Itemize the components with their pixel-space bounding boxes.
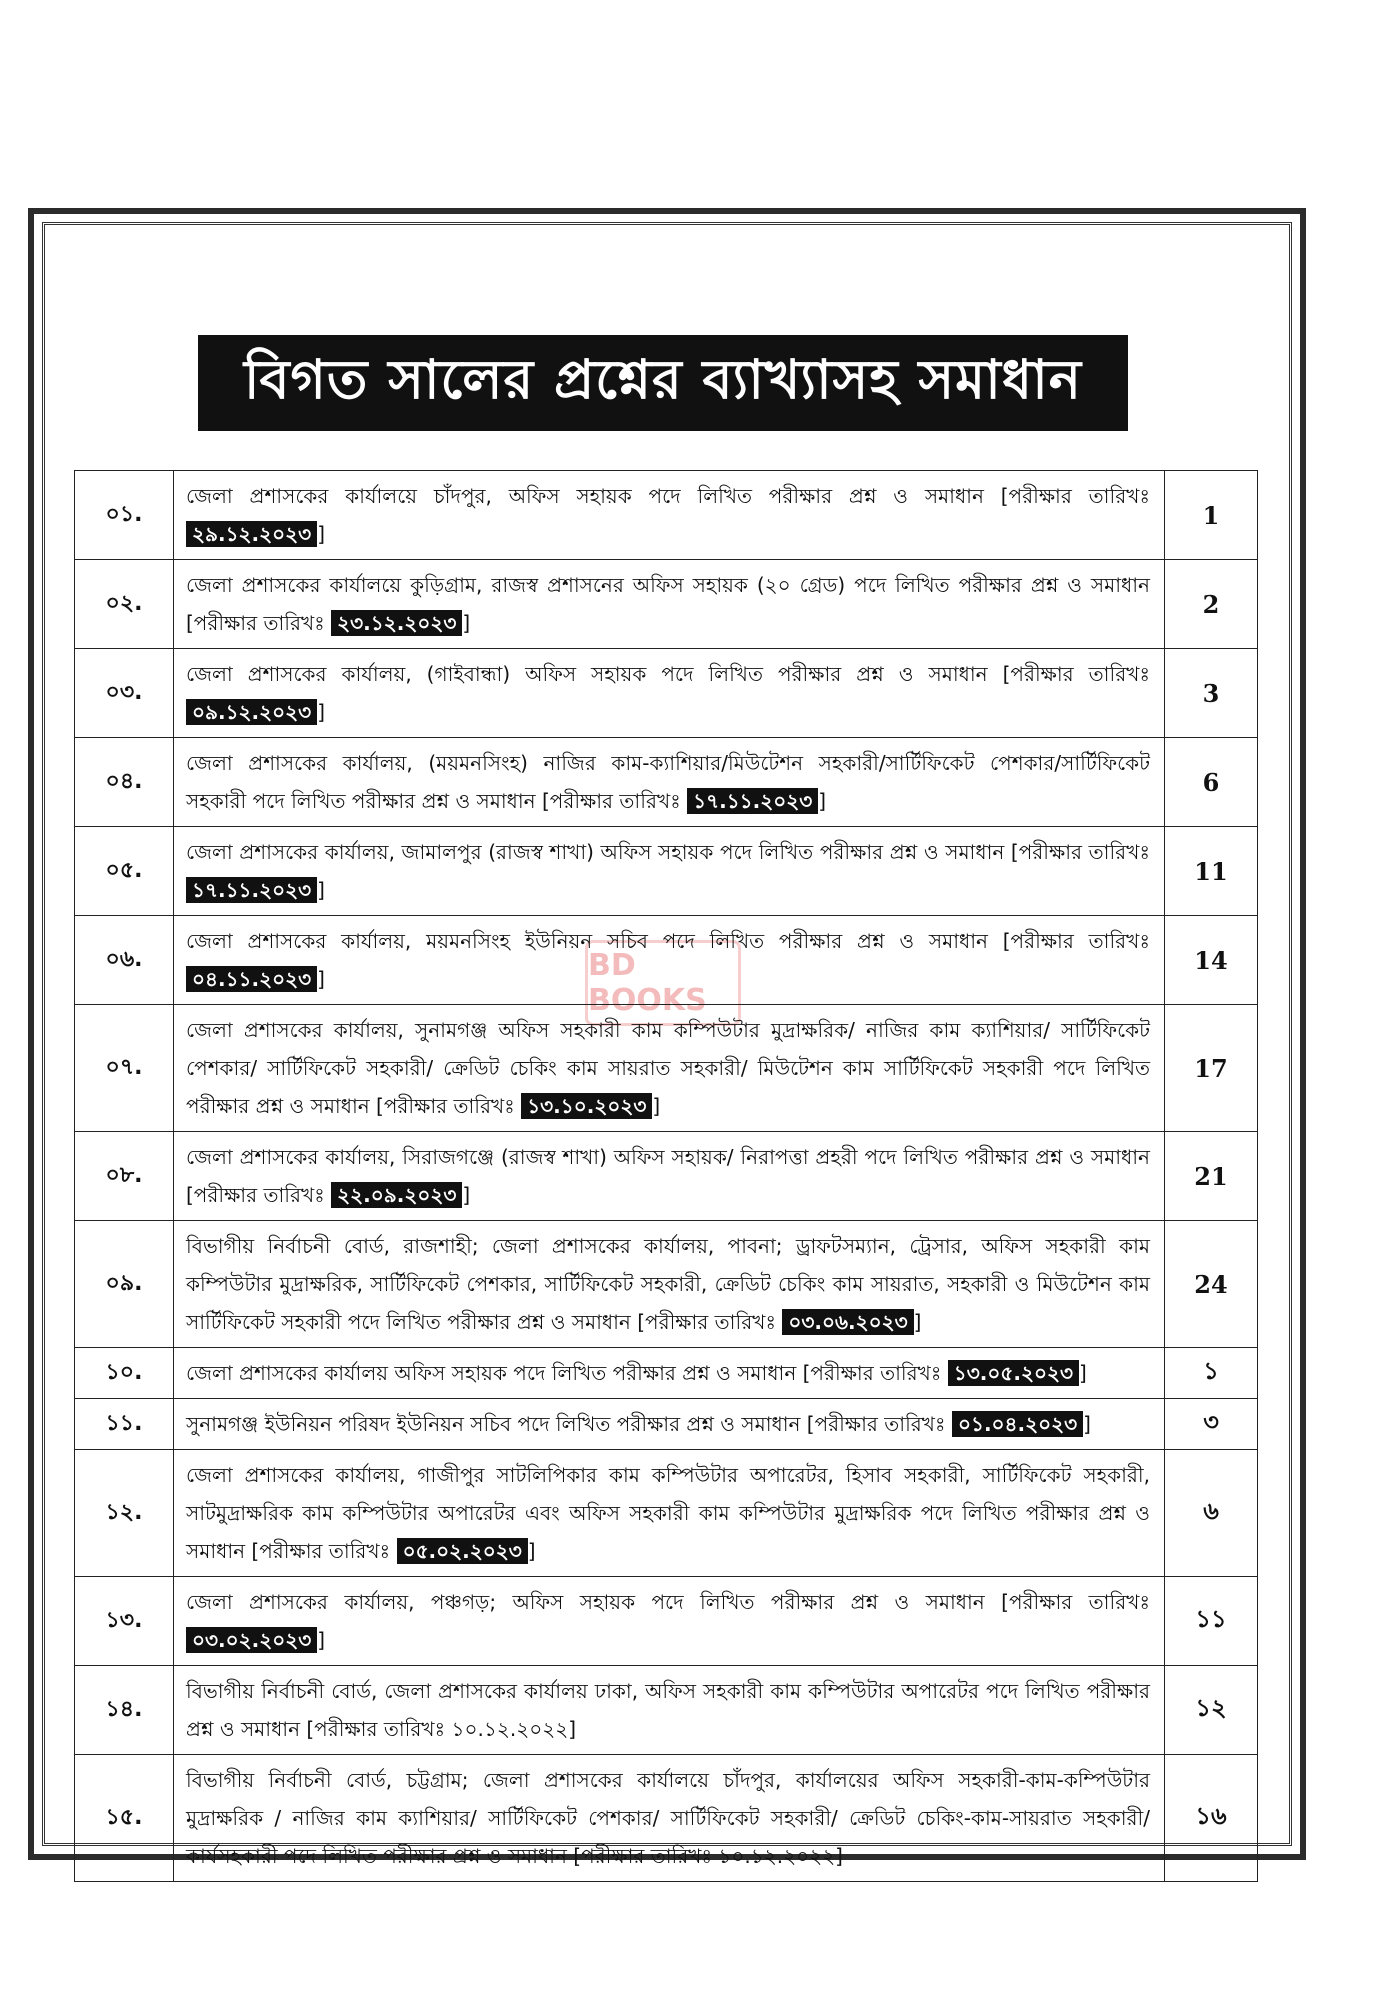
table-row xyxy=(75,1666,1258,1755)
page-number: 6 xyxy=(1165,738,1258,827)
page-number: 2 xyxy=(1165,560,1258,649)
serial-number: ০৫. xyxy=(75,827,174,916)
exam-date-highlight: ২৯.১২.২০২৩ xyxy=(186,521,317,547)
bracket-close: ] xyxy=(462,611,471,635)
table-row xyxy=(75,916,1258,1005)
description-text: সুনামগঞ্জ ইউনিয়ন পরিষদ ইউনিয়ন সচিব পদে লিখিত পরীক্ষার প্রশ্ন ও সমাধান [পরীক্ষার তারিখঃ xyxy=(186,1412,946,1436)
serial-number: ১৫. xyxy=(75,1755,174,1882)
description-text: জেলা প্রশাসকের কার্যালয়, সিরাজগঞ্জে (রাজস্ব শাখা) অফিস সহায়ক/ নিরাপত্তা প্রহরী পদে লিখিত পরীক্ষার প্রশ্ন ও সমাধান [পরীক্ষার তারিখঃ xyxy=(186,1145,1150,1207)
bracket-close: ] xyxy=(317,1628,326,1652)
exam-date-highlight: ০৯.১২.২০২৩ xyxy=(186,699,317,725)
exam-date-highlight: ১৩.০৫.২০২৩ xyxy=(948,1360,1079,1386)
bracket-close: ] xyxy=(317,522,325,546)
exam-date-highlight: ০৫.০২.২০২৩ xyxy=(397,1538,528,1564)
description-text: জেলা প্রশাসকের কার্যালয়, (গাইবান্ধা) অফিস সহায়ক পদে লিখিত পরীক্ষার প্রশ্ন ও সমাধান [পরীক্ষার তারিখঃ xyxy=(186,662,1150,686)
bracket-close: ] xyxy=(652,1094,661,1118)
table-row xyxy=(75,649,1258,738)
bracket-close: ] xyxy=(462,1183,471,1207)
bracket-close: ] xyxy=(568,1717,577,1741)
page-number: ৩ xyxy=(1165,1399,1258,1450)
bracket-close: ] xyxy=(1078,1361,1087,1385)
exam-date: ১০.১২.২০২২ xyxy=(451,1717,569,1741)
serial-number: ০১. xyxy=(75,471,174,560)
serial-number: ১৩. xyxy=(75,1577,174,1666)
table-row xyxy=(75,738,1258,827)
exam-description xyxy=(174,1005,1165,1132)
serial-number: ০২. xyxy=(75,560,174,649)
description-text: জেলা প্রশাসকের কার্যালয়ে কুড়িগ্রাম, রাজস্ব প্রশাসনের অফিস সহায়ক (২০ গ্রেড) পদে লিখিত পরীক্ষার প্রশ্ন ও সমাধান [পরীক্ষার তারিখঃ xyxy=(186,573,1150,635)
exam-description xyxy=(174,738,1165,827)
page-number: 3 xyxy=(1165,649,1258,738)
serial-number: ০৩. xyxy=(75,649,174,738)
description-text: জেলা প্রশাসকের কার্যালয়, সুনামগঞ্জ অফিস সহকারী কাম কম্পিউটার মুদ্রাক্ষরিক/ নাজির কাম ক্যাশিয়ার/ সার্টিফিকেট পেশকার/ সার্টিফিকেট সহকারী/ ক্রেডিট চেকিং কাম সায়রাত সহকারী/ মিউটেশন কাম সার্টিফিকেট সহকারী পদে লিখিত পরীক্ষার প্রশ্ন ও সমাধান [পরীক্ষার তারিখঃ xyxy=(186,1018,1150,1118)
description-text: জেলা প্রশাসকের কার্যালয়, জামালপুর (রাজস্ব শাখা) অফিস সহায়ক পদে লিখিত পরীক্ষার প্রশ্ন ও সমাধান [পরীক্ষার তারিখঃ xyxy=(186,840,1150,864)
page-number: 24 xyxy=(1165,1221,1258,1348)
table-row xyxy=(75,1755,1258,1882)
description-text: জেলা প্রশাসকের কার্যালয়ে চাঁদপুর, অফিস সহায়ক পদে লিখিত পরীক্ষার প্রশ্ন ও সমাধান [পরীক্ষার তারিখঃ xyxy=(186,484,1150,508)
bracket-close: ] xyxy=(835,1844,843,1868)
description-text: জেলা প্রশাসকের কার্যালয়, গাজীপুর সাটলিপিকার কাম কম্পিউটার অপারেটর, হিসাব সহকারী, সার্টিফিকেট সহকারী, সাটমুদ্রাক্ষরিক কাম কম্পিউটার অপারেটর এবং অফিস সহকারী কাম কম্পিউটার মুদ্রাক্ষরিক পদে লিখিত পরীক্ষার প্রশ্ন ও সমাধান [পরীক্ষার তারিখঃ xyxy=(186,1463,1150,1563)
table-row xyxy=(75,471,1258,560)
exam-description xyxy=(174,916,1165,1005)
exam-date-highlight: ২২.০৯.২০২৩ xyxy=(331,1182,462,1208)
exam-description xyxy=(174,471,1165,560)
description-text: জেলা প্রশাসকের কার্যালয়, (ময়মনসিংহ) নাজির কাম-ক্যাশিয়ার/মিউটেশন সহকারী/সার্টিফিকেট পেশকার/সার্টিফিকেট সহকারী পদে লিখিত পরীক্ষার প্রশ্ন ও সমাধান [পরীক্ষার তারিখঃ xyxy=(186,751,1150,813)
bracket-close: ] xyxy=(1083,1412,1091,1436)
serial-number: ১২. xyxy=(75,1450,174,1577)
page-number: 1 xyxy=(1165,471,1258,560)
watermark: BD BOOKS xyxy=(585,940,741,1026)
exam-description xyxy=(174,1755,1165,1882)
exam-description xyxy=(174,1132,1165,1221)
exam-date-highlight: ০১.০৪.২০২৩ xyxy=(952,1411,1083,1437)
description-text: জেলা প্রশাসকের কার্যালয়, পঞ্চগড়; অফিস সহায়ক পদে লিখিত পরীক্ষার প্রশ্ন ও সমাধান [পরীক্ষার তারিখঃ xyxy=(186,1590,1150,1614)
description-text: জেলা প্রশাসকের কার্যালয়, ময়মনসিংহ ইউনিয়ন সচিব পদে লিখিত পরীক্ষার প্রশ্ন ও সমাধান [পরীক্ষার তারিখঃ xyxy=(186,929,1150,953)
exam-date-highlight: ০৩.০২.২০২৩ xyxy=(186,1627,317,1653)
table-row xyxy=(75,827,1258,916)
contents-table xyxy=(74,470,1258,1882)
exam-date-highlight: ১৭.১১.২০২৩ xyxy=(186,877,317,903)
exam-date-highlight: ০৩.০৬.২০২৩ xyxy=(782,1309,913,1335)
description-text: বিভাগীয় নির্বাচনী বোর্ড, জেলা প্রশাসকের কার্যালয় ঢাকা, অফিস সহকারী কাম কম্পিউটার অপারেটর পদে লিখিত পরীক্ষার প্রশ্ন ও সমাধান [পরীক্ষার তারিখঃ xyxy=(186,1679,1150,1741)
table-row xyxy=(75,560,1258,649)
page-number: ১২ xyxy=(1165,1666,1258,1755)
exam-date-highlight: ১৭.১১.২০২৩ xyxy=(687,788,818,814)
exam-date: ১০.১২.২০২২ xyxy=(718,1844,836,1868)
serial-number: ০৮. xyxy=(75,1132,174,1221)
table-row xyxy=(75,1005,1258,1132)
page-number: 21 xyxy=(1165,1132,1258,1221)
exam-description xyxy=(174,1221,1165,1348)
exam-description xyxy=(174,1577,1165,1666)
serial-number: ০৯. xyxy=(75,1221,174,1348)
exam-date-highlight: ২৩.১২.২০২৩ xyxy=(331,610,462,636)
serial-number: ১৪. xyxy=(75,1666,174,1755)
exam-description xyxy=(174,827,1165,916)
bracket-close: ] xyxy=(913,1310,922,1334)
serial-number: ০৪. xyxy=(75,738,174,827)
page-number: ১ xyxy=(1165,1348,1258,1399)
page-number: 14 xyxy=(1165,916,1258,1005)
serial-number: ০৭. xyxy=(75,1005,174,1132)
exam-description xyxy=(174,649,1165,738)
table-row xyxy=(75,1399,1258,1450)
serial-number: ০৬. xyxy=(75,916,174,1005)
page-number: ১৬ xyxy=(1165,1755,1258,1882)
exam-description xyxy=(174,1666,1165,1755)
description-text: বিভাগীয় নির্বাচনী বোর্ড, চট্টগ্রাম; জেলা প্রশাসকের কার্যালয়ে চাঁদপুর, কার্যালয়ের অফিস সহকারী-কাম-কম্পিউটার মুদ্রাক্ষরিক / নাজির কাম ক্যাশিয়ার/ সার্টিফিকেট পেশকার/ সার্টিফিকেট সহকারী/ ক্রেডিট চেকিং-কাম-সায়রাত সহকারী/ কার্যসহকারী পদে লিখিত পরীক্ষার প্রশ্ন ও সমাধান [পরীক্ষার তারিখঃ xyxy=(186,1768,1150,1868)
exam-description xyxy=(174,1450,1165,1577)
bracket-close: ] xyxy=(527,1539,536,1563)
table-row xyxy=(75,1450,1258,1577)
exam-date-highlight: ১৩.১০.২০২৩ xyxy=(521,1093,652,1119)
exam-description xyxy=(174,1399,1165,1450)
exam-description xyxy=(174,560,1165,649)
serial-number: ১১. xyxy=(75,1399,174,1450)
exam-date-highlight: ০৪.১১.২০২৩ xyxy=(186,966,317,992)
description-text: বিভাগীয় নির্বাচনী বোর্ড, রাজশাহী; জেলা প্রশাসকের কার্যালয়, পাবনা; ড্রাফটসম্যান, ট্রেসার, অফিস সহকারী কাম কম্পিউটার মুদ্রাক্ষরিক, সার্টিফিকেট পেশকার, সার্টিফিকেট সহকারী, ক্রেডিট চেকিং কাম সায়রাত, সহকারী ও মিউটেশন কাম সার্টিফিকেট সহকারী পদে লিখিত পরীক্ষার প্রশ্ন ও সমাধান [পরীক্ষার তারিখঃ xyxy=(186,1234,1150,1334)
page-number: 11 xyxy=(1165,827,1258,916)
page-title: বিগত সালের প্রশ্নের ব্যাখ্যাসহ সমাধান xyxy=(198,335,1128,431)
page-number: ১১ xyxy=(1165,1577,1258,1666)
page-number: ৬ xyxy=(1165,1450,1258,1577)
description-text: জেলা প্রশাসকের কার্যালয় অফিস সহায়ক পদে লিখিত পরীক্ষার প্রশ্ন ও সমাধান [পরীক্ষার তারিখঃ xyxy=(186,1361,942,1385)
bracket-close: ] xyxy=(317,700,325,724)
exam-description xyxy=(174,1348,1165,1399)
bracket-close: ] xyxy=(317,967,325,991)
serial-number: ১০. xyxy=(75,1348,174,1399)
bracket-close: ] xyxy=(317,878,325,902)
table-row xyxy=(75,1348,1258,1399)
page-number: 17 xyxy=(1165,1005,1258,1132)
table-row xyxy=(75,1577,1258,1666)
table-row xyxy=(75,1132,1258,1221)
bracket-close: ] xyxy=(818,789,827,813)
table-row xyxy=(75,1221,1258,1348)
